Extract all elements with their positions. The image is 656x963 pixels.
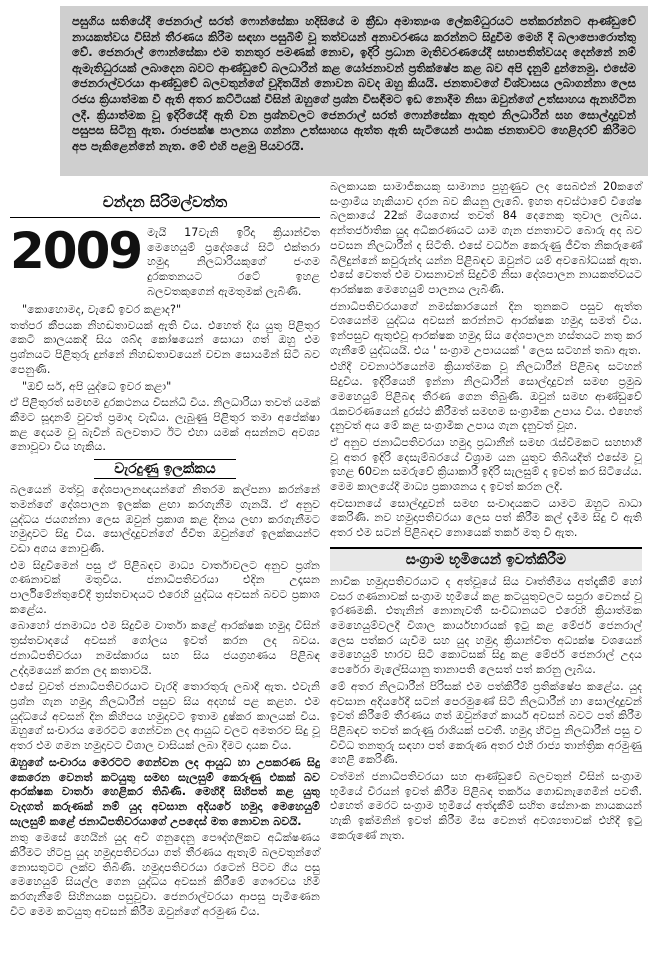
lead-year: 2009 (10, 222, 142, 280)
left-paragraph-4: එම සිදුවීමෙන් පසු ඒ පිළිබඳව මාධ්‍ය වාර්තාවලට අනුව ප්‍රශ්න ගණනාවක් මතුවිය. ජනාධිපතිවරයා එදින උදෑසන පාර්ලිමේන්තුවේදී ත්‍රස්තවාදයට එරෙහි යුද්ධය අවසන් බවට ප්‍රකාශ කළේය. (10, 558, 320, 616)
left-paragraph-7: ඔහුගේ සංචාරය මෙරටට ගෙන්වන ලද ආයුධ හා උපකරණ සිදු කෙරෙන වෙනත් කටයුතු සමඟ සැලසුම් කෙරුණු එකක් බව ආරක්ෂක වාර්තා හෙළිකර තිබිණි. මෙහිදී සිහිපත් කළ යුතු වැදගත් කරුණක් නම් යුද අවසාන අදියරේ හමුදා මෙහෙයුම් සැලසුම් කළේ ජනාධිපතිවරයාගේ උපදෙස් මත නොවන බවයි. (10, 755, 320, 828)
left-paragraph-3: බලයෙන් මත්වූ දේශපාලනඥයන්ගේ නිතරම කල්පනා කරන්නේ තමන්ගේ දේශපාලන ඉලක්ක ළඟා කරගැනීම ගැනයි. ඒ අනුව යුද්ධය ජයගන්නා ලෙස ඔවුන් ප්‍රකාශ කළ දිනය ලඟා කරගැනීමට හමුදාවට සිදු විය. සොල්දාදුවන්ගේ ජීවිත ඔවුන්ගේ ඉලක්කයන්ට වඩා අගය නොවුණි. (10, 483, 320, 555)
intro-text: පසුගිය සතියේදී ජෙනරාල් සරත් ෆොන්සේකා හදිසියේ ම ක්‍රීඩා අමාත්‍යංශ ලේකම්ධුරයට පත්කරන්නට ආණ්ඩුවේ නායකත්වය විසින් තීරණය කිරීම සඳහා පසුබිම් වූ තත්වයන් අනාවරණය කරන්නට සිදුවීම මෙහි දී බලාපොරොත්තු වේ. ජෙනරාල් ෆොන්සේකා එම තනතුර පමණක් නොව, ඉදිරි ප්‍රධාන මැතිවරණයේදී සභාපතිත්වයද දෙන්නේ නම් ඇමැතිධුරයක් ලබාදෙන බවට ආණ්ඩුවේ බලධාරීන් කළ යෝජනාවන් ප්‍රතික්ෂේප කළ බව අපි දැනුම් දුන්නෙමු. එසේම ජෙනරාල්වරයා ආණ්ඩුවේ බලවතුන්ගේ චූදිතයින් නොවන බවද ඔහු කියයි. ජනතාවගේ විශ්වාසය ලබාගන්නා ලෙස රජය ක්‍රියාත්මක වී ඇති අතර කට්ටියක් විසින් ඔහුගේ ප්‍රශ්න විසඳීමට ඉඩ නොදීම නිසා ඔවුන්ගේ උත්සාහය ඇනහිටින ලදී. ක්‍රියාත්මක වූ ඉදිරියේදී ඇති වන ප්‍රශ්නවලට ජෙනරාල් සරත් ෆොන්සේකා ඇතුළු නිලධාරීන් සහ සොල්දාදුවන් පසුපස සිටිනු ඇත. රාජපක්ෂ පාලනය ගන්නා උත්සාහය ඇත්ත ඇති සැටියෙන් පාඨක ජනතාවට හෙළිදරව් කිරීමට අප පැකිළෙන්නේ නැත. මේ එහි පළමු පියවරයි. (72, 14, 636, 153)
section-heading-1-text: වැරදුණු ඉලක්කය (94, 459, 236, 479)
right-column (330, 180, 642, 846)
quote-1: "කොහොමද, වැඩේ ඉවර කළාද?" (22, 302, 182, 316)
right-paragraph-6: නාවික හමුදාපතිවරයාට ද අත්වූයේ සිය වෘත්තීමය අත්දැකීම් හෝ වසර ගණනාවක් සංග්‍රාම භූමියේ කළ කටයුතුවලට සපුරා වෙනස් වූ ඉරණමකි. එතැනින් නොනැවතී සංවිධානයට එරෙහි ක්‍රියාත්මක මෙහෙයුම්වලදී විශාල කාර්යභාරයක් ඉටු කළ මේජර් ජෙනරාල් ලෙස පත්කර යැවීම සහ යුද හමුදා ක්‍රියාන්විත අධ්‍යක්ෂ වශයෙන් මෙහෙයුම් භාරව සිටි කොටසක් සිදු කළ මේජර් ජෙනරාල් උදය පෙරේරා මැලේසියානු තානාපති ලෙසත් පත් කරනු ලැබීය. (330, 574, 642, 677)
lead-paragraph (10, 222, 320, 300)
right-paragraph-1: බලකායක සාමාජිකයකු සාමාන්‍ය පුහුණුව ලද සෙබළුන් 20කගේ සංග්‍රාමීය හැකියාව දරන බව කියනු ලැබේ. ඉහත අවස්ථාවේ විශේෂ බලකායේ 22ක් මියගොස් තවත් 84 දෙනෙකු තුවාල ලැබිය. අන්තර්ජාතික යුද අධිකරණයට යාම ගැන ජනතාවට බොරු අද බව පවසන නිලධාරීන් ද සිටිති. එසේ වර්ධන කෙරුණු ජීවිත නිකරුණේ බිලිදුන්නේ කවුරුන්ද යන්න පිළිබඳව ඔවුන්ට යම් අවබෝධයක් ඇත. එසේ වෙතත් එම වාසනාවන් සිදුවීම් නිසා දේශපාලන නායකත්වයට ආරක්ෂක මෙහෙයුම් පාලනය ලැබිණි. (330, 180, 642, 296)
left-paragraph-2: ඒ පිළිතුරත් සමඟම දුරකථනය විසන්ධි විය. නිලධාරියා තවත් යමක් කීමට සූදානම් වුවත් ප්‍රමාද වැඩිය. ලැබුණු පිළිතුර තමා අපේක්ෂා කළ දෙයම වූ බැවින් බලවතාට ඊට එහා යමක් අසන්නට අවශ්‍ය නොවූවා විය හැකිය. (10, 396, 320, 454)
lead-text: මැයි 17වැනි ඉරිදා ක්‍රියාන්විත මෙහෙයුම් ප්‍රදේශයේ සිටි එක්තරා හමුදා නිලධාරියකුගේ ජංගම දුරකතනයට රටේ ඉහළ බලවතකුගෙන් ඇමතුමක් ලැබිණි. (147, 226, 320, 298)
right-paragraph-5: අවසානයේ සොල්දාදුවන් සමඟ සංවාදයකට යාමට ඔහුට බාධා කෙරිණි. නව හමුදාපතිවරයා ලෙස පත් කිරීම කල් දැමීම සිදු වී ඇති අතර එම සටන් පිළිබඳව නොයෙක් තර්ක මතු වී ඇත. (330, 496, 642, 540)
right-paragraph-2: ජනාධිපතිවරයාගේ නමස්කාරයෙන් දින තුනකට පසුව ඇත්ත වශයෙන්ම යුද්ධය අවසන් කරන්නට ආරක්ෂක හමුදා සමත් විය. ඉන්පසුව ඇතුළුවූ ආරක්ෂක හමුදා සිය දේශපාලන හස්තයට නතු කර ගැනීමේ යුද්ධයයි. එය ' සංග්‍රාම උපායයක් ' ලෙස සටහන් තබා ඇත. (330, 299, 642, 357)
quote-2: "ඔව් සර්, අපි යුද්ධෙ ඉවර කළා" (22, 380, 172, 394)
section-heading-2: සංග්‍රාම භූමියෙන් ඉවත්කිරීම (330, 547, 642, 571)
section-heading-1 (10, 459, 320, 479)
intro-box (60, 6, 648, 176)
left-column (10, 190, 320, 922)
left-paragraph-5: බොහෝ ජනමාධ්‍ය එම සිදුවීම වාර්තා කළේ ආරක්ෂක හමුදා විසින් ත්‍රස්තවාදයේ අවසන් ගෝලය ඉවත් කරන ලද බවය. ජනාධිපතිවරයා නමස්කාරය සහ සිය ජයග්‍රහණය පිළිබඳ උද්දාමයෙන් කරන ලද කතාවයි. (10, 619, 320, 677)
byline: චන්දන සිරිමල්වත්ත (10, 190, 320, 218)
right-paragraph-3: එහිදී වචනාර්ථයෙන්ම ක්‍රියාත්මක වූ නිලධාරීන් පිළිබඳ සටහන් සිදුවිය. ඉදිරියෙහි ඉන්නා නිලධාරීන් සොල්දාදුවන් සමඟ ප්‍රමුඛ මෙහෙයුම් පිළිබඳ තීරණ ගෙන තිබුණි. ඔවුන් සමඟ ආණ්ඩුවේ රැකවරණයෙන් දුරස්ථ කිරීමත් සමඟම සංග්‍රාමික උපාය විය. එහෙත් දැනුවත් අය මේ කළ සංග්‍රාමික උපාය ගැන දැනුවත් වූහ. (330, 360, 642, 433)
right-paragraph-8: වත්මන් ජනාධිපතිවරයා සහ ආණ්ඩුවේ බලවතුන් විසින් සංග්‍රාම භූමියේ වීරයන් ඉවත් කිරීම පිළිබඳ තර්කය ගොඩනැගෙමින් පවතී. එහෙත් මෙරට සංග්‍රාම භූමියේ අත්දැකීම් සහිත සේනාංක නායකයන් හැකි ඉක්මනින් ඉවත් කිරීම මිස වෙනත් අවශ්‍යතාවක් එහිදී ඉටු කෙරුණේ නැත. (330, 770, 642, 842)
left-paragraph-1: තත්පර කීපයක නිහඬතාවයක් ඇති විය. එහෙත් දිය යුතු පිළිතුර කෙටි කාලයකදී සිය ශබ්ද කෝෂයෙන් සොයා ගත් ඔහු එම ප්‍රශ්නයට පිළිතුරු දුන්නේ නිහඬතාවයෙන් වචන සොයමින් සිටි බව පෙනුණි. (10, 318, 320, 376)
right-paragraph-7: මේ අතර නිලධාරීන් පිරිසක් එම පත්කිරීම් ප්‍රතික්ෂේප කළේය. යුද අවසාන අදියරේදී සටන් පෙරමුණේ සිටි නිලධාරීන් හා සොල්දාදුවන් ඉවත් කිරීමේ තීරණය ගත් ඔවුන්ගේ කාර්ය අවසන් බවට පත් කිරීම පිළිබඳව තවත් කරුණු රාශියක් පවතී. හමුදා හිටපු නිලධාරීන් පසු ව විවිධ තනතුරු සඳහා පත් කෙරුණ අතර එහි රාජ්‍ය තාන්ත්‍රික අරමුණු හෙළි කෙරිණි. (330, 679, 642, 767)
left-paragraph-8: නතු මෙසේ හෙයින් යුද අවි ගනුදෙනු පෞද්ගලිකව අධීක්ෂණය කිරීමට හිටපු යුද හමුදාපතිවරයා ගත් තීරණය ඇතැම් බලවතුන්ගේ නොසතුටට ලක්ව තිබිණි. හමුදාපතිවරයා රටෙන් පිටව ගිය පසු මෙහෙයුම් සියල්ල ගෙන යුද්ධය අවසන් කිරීමේ ගෞරවය හිමි කරගැනීමේ සිහිනයක පසුවූවා. ජෙනරාල්වරයා ආපසු පැමිණෙන විට මෙම කටයුතු අවසන් කිරීම ඔවුන්ගේ අරමුණ විය. (10, 831, 320, 918)
right-paragraph-4: ඒ අනුව ජනාධිපතිවරයා හමුදා ප්‍රධානීන් සමඟ රැස්වීමකට සහභාගී වූ අතර ඉදිරි දෙසැම්බරයේ විශ්‍රාම යන යුතුව තිබියදීත් එසේම වූ ඉහළ 60වන සමරුවේ ක්‍රියාකාරී ඉදිරි සැලසුම් ද ඉවත් කර සිටියේය. මෙම කාලයේදී මාධ්‍ය ප්‍රකාශනය ද ඉවත් කරන ලදී. (330, 435, 642, 494)
left-paragraph-6: එසේ වුවත් ජනාධිපතිවරයාට වැරදි තොරතුරු ලබාදී ඇත. එවැනි ප්‍රශ්න ගැන හමුදා නිලධාරීන් පසුව සිය අදහස් පළ කළහ. එම යුද්ධයේ අවසන් දින කිහිපය හමුදාවට ඉතාම දුෂ්කර කාලයක් විය. ඔහුගේ සංචාරය මෙරටට ගෙන්වන ලද ආයුධ වලට අමතරව සිදු වූ අතර එම ගමන හමුදාවට විශාල වාසියක් ලබා දීමට දායක විය. (10, 680, 320, 753)
